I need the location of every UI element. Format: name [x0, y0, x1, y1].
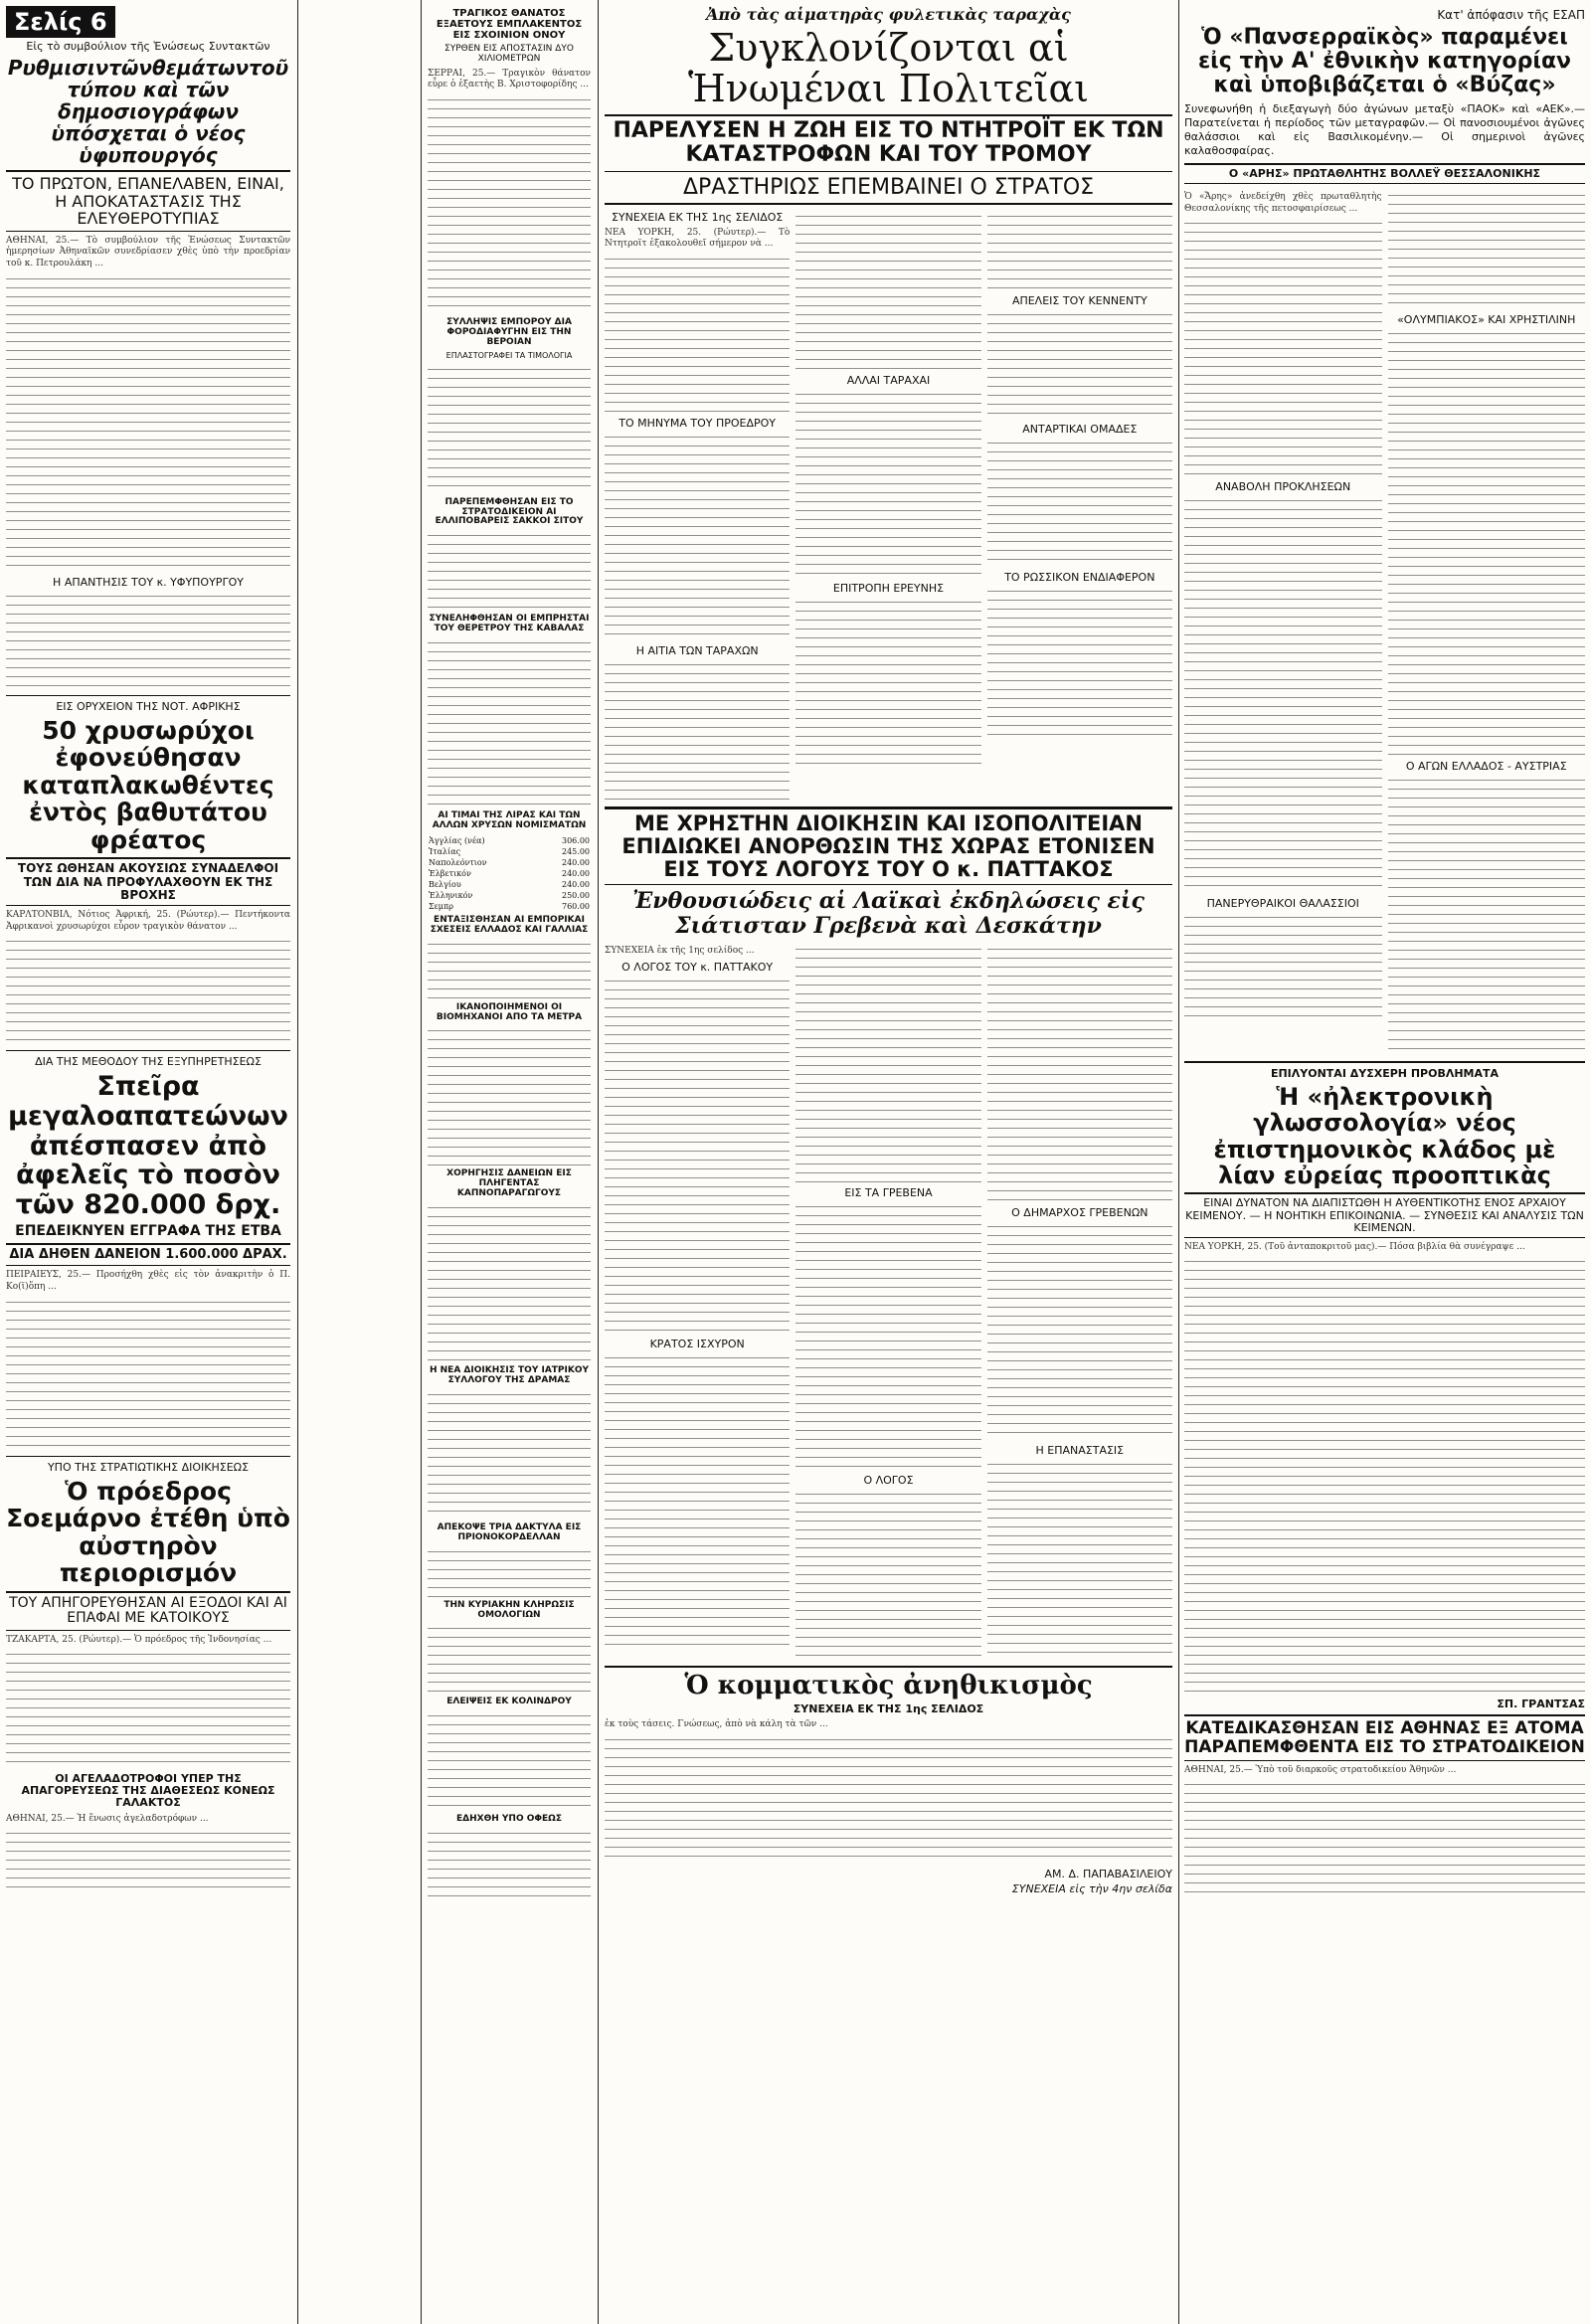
headline: Ὁ «Πανσερραϊκὸς» παραμένει εἰς τὴν Α' ἐθνικὴν κατηγορίαν καὶ ὑποβιβάζεται ὁ «Βύζας»	[1197, 25, 1572, 98]
article-lead: ΑΘΗΝΑΙ, 25.— Ἡ ἕνωσις ἀγελαδοτρόφων ...	[6, 1813, 209, 1824]
subheading: ΤΟ ΜΗΝΥΜΑ ΤΟΥ ΠΡΟΕΔΡΟΥ	[619, 417, 777, 431]
subheadline: ΕΙΝΑΙ ΔΥΝΑΤΟΝ ΝΑ ΔΙΑΠΙΣΤΩΘΗ Η ΑΥΘΕΝΤΙΚΟΤΗΣ ΕΝΟΣ ΑΡΧΑΙΟΥ ΚΕΙΜΕΝΟΥ. — Η ΝΟΗΤΙΚΗ ΕΠΙΚΟΙΝΩΝΙΑ. — ΣΥΝΘΕΣΙΣ ΚΑΙ ΑΝΑΛΥΣΙΣ ΤΩΝ ΚΕΙΜΕΝΩΝ.	[1184, 1192, 1585, 1237]
subheading: ΠΑΝΕΡΥΘΡΑΙΚΟΙ ΘΑΛΑΣΣΙΟΙ	[1206, 897, 1359, 911]
subheadline: ΟΙ ΑΓΕΛΑΔΟΤΡΟΦΟΙ ΥΠΕΡ ΤΗΣ ΑΠΑΓΟΡΕΥΣΕΩΣ ΤΗΣ ΔΙΑΘΕΣΕΩΣ ΚΟΝΕΩΣ ΓΑΛΑΚΤΟΣ	[21, 1772, 275, 1810]
subheading: ΑΝΑΒΟΛΗ ΠΡΟΚΛΗΣΕΩΝ	[1215, 480, 1351, 494]
article-body	[1184, 1257, 1585, 1695]
gold-prices-table	[428, 835, 591, 912]
article-lead: ΤΖΑΚΑΡΤΑ, 25. (Ρώυτερ).— Ὁ πρόεδρος τῆς Ἰνδονησίας ...	[6, 1634, 272, 1645]
headline: ΙΚΑΝΟΠΟΙΗΜΕΝΟΙ ΟΙ ΒΙΟΜΗΧΑΝΟΙ ΑΠΟ ΤΑ ΜΕΤΡΑ	[436, 1001, 583, 1022]
subheading: ΑΝΤΑΡΤΙΚΑΙ ΟΜΑΔΕΣ	[1022, 422, 1138, 436]
article-body	[987, 310, 1172, 420]
coin-price: 306.00	[562, 835, 590, 845]
article-body	[1184, 1780, 1585, 1899]
headline: ΠΑΡΕΠΕΜΦΘΗΣΑΝ ΕΙΣ ΤΟ ΣΤΡΑΤΟΔΙΚΕΙΟΝ ΑΙ ΕΛΛΙΠΟΒΑΡΕΙΣ ΣΑΚΚΟΙ ΣΙΤΟΥ	[435, 496, 584, 527]
subheading: ΕΠΙΤΡΟΠΗ ΕΡΕΥΝΗΣ	[832, 581, 945, 595]
kicker: Ἀπὸ τὰς αἱματηρὰς φυλετικὰς ταραχὰς	[706, 5, 1071, 24]
subheadline: ΣΥΡΘΕΝ ΕΙΣ ΑΠΟΣΤΑΣΙΝ ΔΥΟ ΧΙΛΙΟΜΕΤΡΩΝ	[444, 44, 574, 64]
headline: ΜΕ ΧΡΗΣΤΗΝ ΔΙΟΙΚΗΣΙΝ ΚΑΙ ΙΣΟΠΟΛΙΤΕΙΑΝ ΕΠΙΔΙΩΚΕΙ ΑΝΟΡΘΩΣΙΝ ΤΗΣ ΧΩΡΑΣ ΕΤΟΝΙΣΕΝ ΕΙΣ ΤΟΥΣ ΛΟΓΟΥΣ ΤΟΥ Ο κ. ΠΑΤΤΑΚΟΣ	[605, 806, 1172, 885]
article-body	[987, 1222, 1172, 1441]
coin-name: Ἰταλίας	[429, 846, 461, 856]
article-body	[1184, 496, 1382, 894]
article-lead: ἐκ τοὺς τάσεις. Γνώσεως, ἀπὸ νὰ κάλη τὰ τῶν ...	[605, 1719, 828, 1730]
coin-name: Ἑλβετικόν	[429, 868, 471, 878]
article-body	[796, 1490, 980, 1659]
headline: 50 χρυσωρύχοι ἐφονεύθησαν καταπλακωθέντες ἐντὸς βαθυτάτου φρέατος	[22, 715, 274, 854]
article-body	[987, 439, 1172, 568]
kicker: Κατ' ἀπόφασιν τῆς ΕΣΑΠ	[1437, 8, 1585, 22]
coin-name: Ἀγγλίας (νέα)	[429, 835, 485, 845]
article-body	[428, 1624, 591, 1694]
article-body	[6, 937, 290, 1046]
column-3	[599, 0, 1178, 1897]
article-body	[796, 945, 980, 1183]
price-row	[428, 901, 591, 912]
subheading: Η ΕΠΑΝΑΣΤΑΣΙΣ	[1035, 1443, 1125, 1457]
subheadline: ΔΡΑΣΤΗΡΙΩΣ ΕΠΕΜΒΑΙΝΕΙ Ο ΣΤΡΑΤΟΣ	[605, 176, 1172, 205]
kicker: Εἰς τὸ συμβούλιον τῆς Ἑνώσεως Συντακτῶν	[26, 40, 270, 53]
price-row	[428, 835, 591, 846]
article-body	[796, 390, 980, 579]
article-body	[605, 255, 790, 414]
article-body	[1388, 329, 1586, 757]
subheading: Η ΑΙΤΙΑ ΤΩΝ ΤΑΡΑΧΩΝ	[635, 644, 759, 658]
price-row	[428, 868, 591, 879]
headline: Σπεῖρα μεγαλοαπατεώνων ἀπέσπασεν ἀπὸ ἀφελεῖς τὸ ποσὸν τῶν 820.000 δρχ.	[8, 1071, 288, 1221]
article-body	[428, 1547, 591, 1597]
coin-name: Ναπολεόντιον	[429, 857, 487, 867]
headline: ΣΥΛΛΗΨΙΣ ΕΜΠΟΡΟΥ ΔΙΑ ΦΟΡΟΔΙΑΦΥΓΗΝ ΕΙΣ ΤΗΝ ΒΕΡΟΙΑΝ	[446, 317, 572, 347]
subheading: ΑΠΕΛΕΙΣ ΤΟΥ ΚΕΝΝΕΝΤΥ	[1011, 293, 1148, 307]
subheading: ΤΟ ΡΩΣΣΙΚΟΝ ΕΝΔΙΑΦΕΡΟΝ	[1004, 570, 1155, 584]
article-body	[6, 1829, 290, 1893]
subheading: ΑΛΛΑΙ ΤΑΡΑΧΑΙ	[846, 373, 931, 387]
article-lead: ΝΕΑ ΥΟΡΚΗ, 25. (Ρώυτερ).— Τὸ Ντητροϊτ ἐξακολουθεῖ σήμερον νὰ ...	[605, 227, 791, 250]
headline: ΤΗΝ ΚΥΡΙΑΚΗΝ ΚΛΗΡΩΣΙΣ ΟΜΟΛΟΓΙΩΝ	[443, 1599, 575, 1620]
signature: ΑΜ. Δ. ΠΑΠΑΒΑΣΙΛΕΙΟΥ	[1044, 1868, 1172, 1881]
price-row	[428, 879, 591, 890]
article-body	[6, 1298, 290, 1452]
signature: ΣΠ. ΓΡΑΝΤΣΑΣ	[1497, 1698, 1585, 1711]
article-body	[605, 1353, 790, 1652]
headline: ΑΙ ΤΙΜΑΙ ΤΗΣ ΛΙΡΑΣ ΚΑΙ ΤΩΝ ΑΛΛΩΝ ΧΡΥΣΩΝ ΝΟΜΙΣΜΑΤΩΝ	[432, 810, 587, 830]
article-body	[605, 1735, 1172, 1865]
article-body	[796, 212, 980, 371]
article-lead: ΣΕΡΡΑΙ, 25.— Τραγικὸν θάνατον εὗρε ὁ ἑξαετὴς Β. Χριστοφορίδης ...	[428, 68, 591, 90]
article-body	[987, 587, 1172, 736]
article-body	[428, 1026, 591, 1165]
article-lead: ΚΑΡΛΤΟΝΒΙΛ, Νότιος Ἀφρική, 25. (Ρώυτερ).— Πεντήκοντα Ἀφρικανοὶ χρυσωρύχοι εὗρον τραγικὸν θάνατον ...	[6, 909, 290, 932]
article-lead: ΑΘΗΝΑΙ, 25.— Ὑπὸ τοῦ διαρκοῦς στρατοδικείου Ἀθηνῶν ...	[1184, 1764, 1457, 1775]
column-rule	[297, 0, 298, 2324]
subheadline: ΤΟ ΠΡΩΤΟΝ, ΕΠΑΝΕΛΑΒΕΝ, ΕΙΝΑΙ, Η ΑΠΟΚΑΤΑΣΤΑΣΙΣ ΤΗΣ ΕΛΕΥΘΕΡΟΤΥΠΙΑΣ	[6, 170, 290, 232]
article-body	[987, 1460, 1172, 1659]
headline: Ἡ «ἠλεκτρονικὴ γλωσσολογία» νέος ἐπιστημονικὸς κλάδος μὲ λίαν εὐρείας προοπτικὰς	[1213, 1082, 1556, 1190]
subheadline: Ἐνθουσιώδεις αἱ Λαϊκαὶ ἐκδηλώσεις εἰς Σιάτισταν Γρεβενὰ καὶ Δεσκάτην	[632, 888, 1145, 939]
article-body	[428, 531, 591, 611]
article-body	[6, 274, 290, 573]
headline: Η ΝΕΑ ΔΙΟΙΚΗΣΙΣ ΤΟΥ ΙΑΤΡΙΚΟΥ ΣΥΛΛΟΓΟΥ ΤΗΣ ΔΡΑΜΑΣ	[429, 1365, 590, 1385]
headline: Ρυθμισιντῶνθεμάτωντοῦ τύπου καὶ τῶν δημοσιογράφων ὑπόσχεται ὁ νέος ὑφυπουργός	[7, 56, 289, 167]
subheading: Ο ΛΟΓΟΣ	[863, 1473, 914, 1487]
headline: ΕΛΕΙΨΕΙΣ ΕΚ ΚΟΛΙΝΔΡΟΥ	[446, 1697, 572, 1707]
subheading: Ο ΑΓΩΝ ΕΛΛΑΔΟΣ - ΑΥΣΤΡΙΑΣ	[1405, 759, 1567, 773]
article-body	[987, 212, 1172, 291]
subheadline: ΔΙΑ ΔΗΘΕΝ ΔΑΝΕΙΟΝ 1.600.000 ΔΡΑΧ.	[6, 1243, 290, 1266]
subheading: ΚΡΑΤΟΣ ΙΣΧΥΡΟΝ	[649, 1338, 745, 1351]
subheadline: ΣΥΝΕΧΕΙΑ ΕΚ ΤΗΣ 1ης ΣΕΛΙΔΟΣ	[793, 1702, 984, 1716]
coin-price: 240.00	[562, 879, 590, 889]
price-row	[428, 890, 591, 901]
headline: ΕΔΗΧΘΗ ΥΠΟ ΟΦΕΩΣ	[456, 1814, 562, 1825]
coin-name: Βελγίου	[429, 879, 461, 889]
article-lead: ΣΥΝΕΧΕΙΑ ἐκ τῆς 1ης σελίδος ...	[605, 945, 755, 956]
subheading: ΕΙΣ ΤΑ ΓΡΕΒΕΝΑ	[844, 1185, 933, 1199]
article-body	[428, 1711, 591, 1811]
subheading: ΣΥΝΕΧΕΙΑ ΕΚ ΤΗΣ 1ης ΣΕΛΙΔΟΣ	[611, 210, 784, 224]
coin-price: 250.00	[562, 890, 590, 900]
continued-note: ΣΥΝΕΧΕΙΑ εἰς τὴν 4ην σελίδα	[1011, 1882, 1172, 1896]
headline: ΑΠΕΚΟΨΕ ΤΡΙΑ ΔΑΚΤΥΛΑ ΕΙΣ ΠΡΙΟΝΟΚΟΡΔΕΛΛΑΝ	[437, 1521, 582, 1542]
article-body	[605, 433, 790, 641]
subheadline: ΤΟΥ ΑΠΗΓΟΡΕΥΘΗΣΑΝ ΑΙ ΕΞΟΔΟΙ ΚΑΙ ΑΙ ΕΠΑΦΑΙ ΜΕ ΚΑΤΟΙΚΟΥΣ	[6, 1591, 290, 1631]
headline: ΕΝΤΑΞΙΣΘΗΣΑΝ ΑΙ ΕΜΠΟΡΙΚΑΙ ΣΧΕΣΕΙΣ ΕΛΛΑΔΟΣ ΚΑΙ ΓΑΛΛΙΑΣ	[430, 914, 589, 935]
coin-price: 240.00	[562, 857, 590, 867]
page-label: Σελίς 6	[6, 6, 115, 38]
subheadline: Ο «ΑΡΗΣ» ΠΡΩΤΑΘΛΗΤΗΣ ΒΟΛΛΕΫ ΘΕΣΣΑΛΟΝΙΚΗΣ	[1184, 163, 1585, 184]
column-4	[1178, 0, 1591, 1902]
article-body	[428, 1390, 591, 1520]
article-columns	[1184, 188, 1585, 1057]
subheading: «ΟΛΥΜΠΙΑΚΟΣ» ΚΑΙ ΧΡΗΣΤΙΛΙΝΗ	[1397, 312, 1576, 326]
price-row	[428, 846, 591, 857]
article-lead: ΝΕΑ ΥΟΡΚΗ, 25. (Τοῦ ἀνταποκριτοῦ μας).— Πόσα βιβλία θὰ συνέγραψε ...	[1184, 1241, 1525, 1252]
article-lead: ΠΕΙΡΑΙΕΥΣ, 25.— Προσήχθη χθὲς εἰς τὸν ἀνακριτὴν ὁ Π. Κο(ϊ)ὅπη ...	[6, 1270, 290, 1293]
article-body	[987, 945, 1172, 1203]
column-2	[422, 0, 597, 1901]
article-body	[428, 638, 591, 807]
article-lead: Ὁ «Ἄρης» ἀνεδείχθη χθὲς πρωταθλητὴς Θεσσαλονίκης τῆς πετοσφαιρίσεως ...	[1184, 191, 1382, 214]
coin-name: Ἑλληνικόν	[429, 890, 473, 900]
article-body	[605, 660, 790, 800]
article-body	[428, 940, 591, 999]
subheading: Η ΑΠΑΝΤΗΣΙΣ ΤΟΥ κ. ΥΦΥΠΟΥΡΓΟΥ	[53, 575, 244, 589]
price-row	[428, 857, 591, 868]
article-body	[1388, 191, 1586, 310]
article-body	[6, 1650, 290, 1769]
subheadline: ΤΟΥΣ ΩΘΗΣΑΝ ΑΚΟΥΣΙΩΣ ΣΥΝΑΔΕΛΦΟΙ ΤΩΝ ΔΙΑ ΝΑ ΠΡΟΦΥΛΑΧΘΟΥΝ ΕΚ ΤΗΣ ΒΡΟΧΗΣ	[6, 857, 290, 906]
headline: ΚΑΤΕΔΙΚΑΣΘΗΣΑΝ ΕΙΣ ΑΘΗΝΑΣ ΕΞ ΑΤΟΜΑ ΠΑΡΑΠΕΜΦΘΕΝΤΑ ΕΙΣ ΤΟ ΣΤΡΑΤΟΔΙΚΕΙΟΝ	[1184, 1714, 1585, 1760]
article-body	[1388, 776, 1586, 1054]
kicker: ΔΙΑ ΤΗΣ ΜΕΘΟΔΟΥ ΤΗΣ ΕΞΥΠΗΡΕΤΗΣΕΩΣ	[35, 1055, 262, 1069]
article-columns	[605, 209, 1172, 803]
article-body	[428, 1203, 591, 1362]
coin-price: 245.00	[562, 846, 590, 856]
subheading: Ο ΛΟΓΟΣ ΤΟΥ κ. ΠΑΤΤΑΚΟΥ	[621, 961, 774, 975]
article-body	[796, 598, 980, 767]
article-body	[428, 95, 591, 314]
headline: Ὁ κομματικὸς ἀνηθικισμὸς	[605, 1666, 1172, 1700]
article-lead: ΑΘΗΝΑΙ, 25.— Τὸ συμβούλιον τῆς Ἑνώσεως Συντακτῶν ἡμερησίων Ἀθηναϊκῶν συνεδρίασεν χθὲς ὑπὸ τὴν προεδρίαν τοῦ κ. Πετρουλάκη ...	[6, 235, 290, 269]
article-body	[1184, 219, 1382, 477]
kicker: ΥΠΟ ΤΗΣ ΣΤΡΑΤΙΩΤΙΚΗΣ ΔΙΟΙΚΗΣΕΩΣ	[47, 1460, 250, 1474]
article-body	[6, 592, 290, 691]
deck: Συνεφωνήθη ἡ διεξαγωγὴ δύο ἀγώνων μεταξὺ «ΠΑΟΚ» καὶ «ΑΕΚ».— Παρατείνεται ἡ περίοδος τῶν μεταγραφῶν.— Οἱ πανοσιουμένοι ἀγῶνες θαλάσσιοι καὶ εἰς Βασιλικομένην.— Οἱ σημερινοὶ ἀγῶνες καλαθοσφαίρας.	[1184, 101, 1585, 158]
article-body	[428, 1829, 591, 1898]
headline: ΤΡΑΓΙΚΟΣ ΘΑΝΑΤΟΣ ΕΞΑΕΤΟΥΣ ΕΜΠΛΑΚΕΝΤΟΣ ΕΙΣ ΣΧΟΙΝΙΟΝ ΟΝΟΥ	[436, 8, 583, 41]
article-columns	[605, 942, 1172, 1662]
kicker: ΕΙΣ ΟΡΥΧΕΙΟΝ ΤΗΣ ΝΟΤ. ΑΦΡΙΚΗΣ	[56, 699, 241, 713]
headline: ΣΥΝΕΛΗΦΘΗΣΑΝ ΟΙ ΕΜΠΡΗΣΤΑΙ ΤΟΥ ΘΕΡΕΤΡΟΥ ΤΗΣ ΚΑΒΑΛΑΣ	[429, 614, 590, 634]
article-body	[428, 365, 591, 494]
article-body	[1184, 913, 1382, 1022]
coin-price: 760.00	[562, 901, 590, 911]
headline: ΧΟΡΗΓΗΣΙΣ ΔΑΝΕΙΩΝ ΕΙΣ ΠΛΗΓΕΝΤΑΣ ΚΑΠΝΟΠΑΡΑΓΩΓΟΥΣ	[446, 1168, 572, 1199]
headline: Ὁ πρόεδρος Σοεμάρνο ἐτέθη ὑπὸ αὐστηρὸν περιορισμόν	[6, 1476, 290, 1588]
subheading: Ο ΔΗΜΑΡΧΟΣ ΓΡΕΒΕΝΩΝ	[1011, 1205, 1149, 1219]
coin-name: Σεμπρ	[429, 901, 453, 911]
subheadline: ΠΑΡΕΛΥΣΕΝ Η ΖΩΗ ΕΙΣ ΤΟ ΝΤΗΤΡΟΪΤ ΕΚ ΤΩΝ ΚΑΤΑΣΤΡΟΦΩΝ ΚΑΙ ΤΟΥ ΤΡΟΜΟΥ	[605, 114, 1172, 171]
column-1	[0, 0, 296, 1896]
subheadline: ΕΠΕΔΕΙΚΝΥΕΝ ΕΓΓΡΑΦΑ ΤΗΣ ΕΤΒΑ	[15, 1222, 281, 1239]
headline: Συγκλονίζονται αἱ Ἡνωμέναι Πολιτεῖαι	[687, 25, 1090, 111]
kicker: ΕΠΙΛΥΟΝΤΑΙ ΔΥΣΧΕΡΗ ΠΡΟΒΛΗΜΑΤΑ	[1270, 1066, 1500, 1080]
subheadline: ΕΠΛΑΣΤΟΓΡΑΦΕΙ ΤΑ ΤΙΜΟΛΟΓΙΑ	[445, 350, 573, 360]
coin-price: 240.00	[562, 868, 590, 878]
article-body	[605, 977, 790, 1335]
article-body	[796, 1202, 980, 1471]
